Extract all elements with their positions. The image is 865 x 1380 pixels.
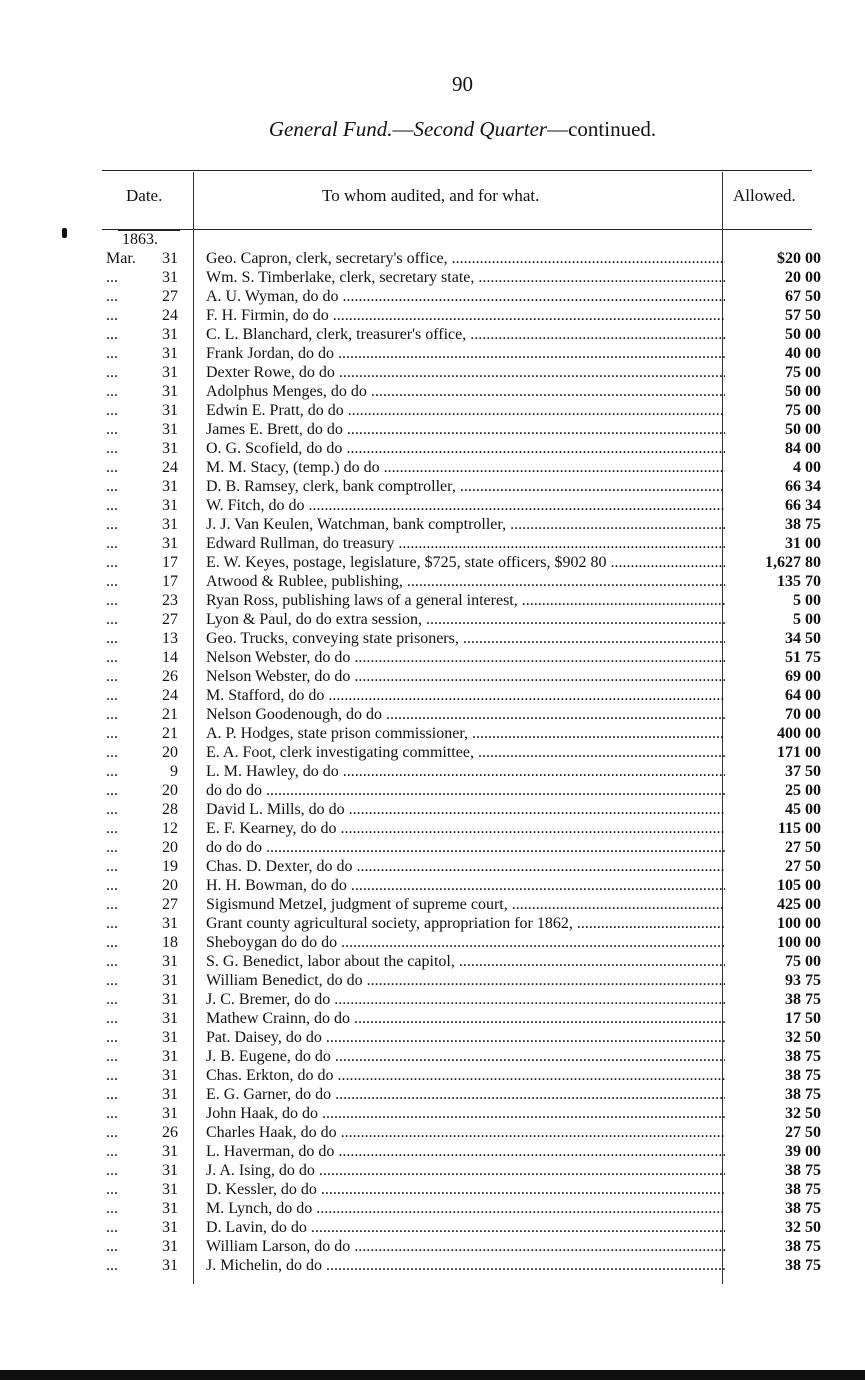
row-month: ...	[106, 820, 118, 837]
row-amount: 400 00	[777, 725, 821, 742]
row-description: M. M. Stacy, (temp.) do do .....	[206, 458, 725, 477]
row-description: S. G. Benedict, labor about the capitol, .....	[206, 952, 725, 971]
row-amount: 31 00	[785, 535, 821, 552]
row-description: David L. Mills, do do .....	[206, 800, 725, 819]
row-month: ...	[106, 915, 118, 932]
row-amount: 5 00	[793, 592, 821, 609]
row-description: J. Michelin, do do .....	[206, 1256, 725, 1275]
row-amount: 17 50	[785, 1010, 821, 1027]
row-month: ...	[106, 1181, 118, 1198]
table-row	[100, 1009, 830, 1028]
row-month: ...	[106, 782, 118, 799]
row-month: ...	[106, 1086, 118, 1103]
row-amount: 45 00	[785, 801, 821, 818]
row-amount: 27 50	[785, 839, 821, 856]
row-month: ...	[106, 402, 118, 419]
row-amount: 66 34	[785, 497, 821, 514]
row-amount: 32 50	[785, 1029, 821, 1046]
row-day: 20	[162, 877, 178, 894]
table-row	[100, 743, 830, 762]
row-amount: 38 75	[785, 1067, 821, 1084]
row-amount: 69 00	[785, 668, 821, 685]
row-month: ...	[106, 307, 118, 324]
row-amount: 57 50	[785, 307, 821, 324]
table-row	[100, 496, 830, 515]
row-amount: 38 75	[785, 1086, 821, 1103]
table-row	[100, 439, 830, 458]
table-row	[100, 325, 830, 344]
row-amount: 38 75	[785, 516, 821, 533]
row-amount: 50 00	[785, 383, 821, 400]
row-month: ...	[106, 630, 118, 647]
row-description: Chas. Erkton, do do .....	[206, 1066, 725, 1085]
row-description: J. B. Eugene, do do .....	[206, 1047, 725, 1066]
row-description: D. Lavin, do do .....	[206, 1218, 725, 1237]
row-description: A. P. Hodges, state prison commissioner, .....	[206, 724, 725, 743]
row-description: Chas. D. Dexter, do do .....	[206, 857, 725, 876]
row-month: ...	[106, 1143, 118, 1160]
row-month: ...	[106, 535, 118, 552]
row-day: 31	[162, 421, 178, 438]
row-amount: 32 50	[785, 1219, 821, 1236]
row-month: ...	[106, 1105, 118, 1122]
row-day: 24	[162, 687, 178, 704]
row-day: 31	[162, 1029, 178, 1046]
row-day: 9	[170, 763, 178, 780]
table-row	[100, 1028, 830, 1047]
row-description: E. W. Keyes, postage, legislature, $725, state officers, $902 80 .....	[206, 553, 725, 572]
row-month: ...	[106, 478, 118, 495]
page-title	[0, 117, 865, 142]
row-description: John Haak, do do .....	[206, 1104, 725, 1123]
row-month: ...	[106, 1010, 118, 1027]
row-amount: 27 50	[785, 1124, 821, 1141]
row-day: 31	[162, 535, 178, 552]
row-day: 31	[162, 1181, 178, 1198]
table-row	[100, 1104, 830, 1123]
row-month: ...	[106, 364, 118, 381]
row-month: ...	[106, 934, 118, 951]
row-day: 14	[162, 649, 178, 666]
row-day: 31	[162, 972, 178, 989]
row-amount: 20 00	[785, 269, 821, 286]
page-number: 90	[452, 72, 473, 96]
table-row	[100, 572, 830, 591]
row-month: ...	[106, 1124, 118, 1141]
row-day: 31	[162, 326, 178, 343]
table-row	[100, 458, 830, 477]
row-month: ...	[106, 421, 118, 438]
row-month: Mar.	[106, 250, 136, 267]
row-description: Lyon & Paul, do do extra session, .....	[206, 610, 725, 629]
row-amount: 50 00	[785, 421, 821, 438]
title-part-continued: continued.	[568, 117, 657, 141]
row-amount: 75 00	[785, 364, 821, 381]
row-month: ...	[106, 1238, 118, 1255]
title-part-second-quarter: Second Quarter	[413, 117, 548, 141]
row-description: Ryan Ross, publishing laws of a general interest, .....	[206, 591, 725, 610]
row-description: E. F. Kearney, do do .....	[206, 819, 725, 838]
row-day: 31	[162, 1048, 178, 1065]
row-month: ...	[106, 611, 118, 628]
row-month: ...	[106, 687, 118, 704]
row-day: 31	[162, 1143, 178, 1160]
row-description: Pat. Daisey, do do .....	[206, 1028, 725, 1047]
row-amount: 38 75	[785, 1238, 821, 1255]
row-month: ...	[106, 573, 118, 590]
row-day: 17	[162, 573, 178, 590]
table-row	[100, 363, 830, 382]
row-description: Nelson Webster, do do .....	[206, 667, 725, 686]
table-row	[100, 990, 830, 1009]
row-amount: 38 75	[785, 1200, 821, 1217]
row-amount: 93 75	[785, 972, 821, 989]
row-day: 31	[162, 478, 178, 495]
table-row	[100, 401, 830, 420]
row-day: 20	[162, 744, 178, 761]
table-row	[100, 1256, 830, 1275]
row-amount: 1,627 80	[765, 554, 821, 571]
header-date: Date.	[126, 186, 163, 205]
row-description: do do do .....	[206, 781, 725, 800]
row-day: 31	[162, 1219, 178, 1236]
table-row	[100, 895, 830, 914]
row-day: 31	[162, 953, 178, 970]
row-day: 31	[162, 1067, 178, 1084]
row-amount: 5 00	[793, 611, 821, 628]
row-amount: 51 75	[785, 649, 821, 666]
table-row	[100, 705, 830, 724]
table-row	[100, 648, 830, 667]
row-amount: 34 50	[785, 630, 821, 647]
row-amount: 38 75	[785, 1181, 821, 1198]
row-day: 31	[162, 516, 178, 533]
title-separator: —	[392, 117, 414, 141]
row-description: Geo. Capron, clerk, secretary's office, .....	[206, 249, 725, 268]
table-row	[100, 914, 830, 933]
row-description: Geo. Trucks, conveying state prisoners, .....	[206, 629, 725, 648]
table-row	[100, 629, 830, 648]
row-month: ...	[106, 706, 118, 723]
table-row	[100, 857, 830, 876]
table-row	[100, 306, 830, 325]
table-row	[100, 1085, 830, 1104]
table-row	[100, 971, 830, 990]
row-description: Dexter Rowe, do do .....	[206, 363, 725, 382]
row-day: 31	[162, 1238, 178, 1255]
table-row	[100, 1218, 830, 1237]
row-amount: 75 00	[785, 953, 821, 970]
row-month: ...	[106, 440, 118, 457]
row-day: 20	[162, 839, 178, 856]
table-row	[100, 1161, 830, 1180]
row-month: ...	[106, 858, 118, 875]
table-row	[100, 591, 830, 610]
row-description: Mathew Crainn, do do .....	[206, 1009, 725, 1028]
row-month: ...	[106, 383, 118, 400]
title-separator: —	[547, 117, 569, 141]
row-description: L. Haverman, do do .....	[206, 1142, 725, 1161]
table-row	[100, 667, 830, 686]
table-row	[100, 876, 830, 895]
row-day: 24	[162, 459, 178, 476]
row-description: D. B. Ramsey, clerk, bank comptroller, .....	[206, 477, 725, 496]
table-row	[100, 477, 830, 496]
table-row	[100, 249, 830, 268]
row-description: C. L. Blanchard, clerk, treasurer's office, .....	[206, 325, 725, 344]
row-description: E. A. Foot, clerk investigating committee, .....	[206, 743, 725, 762]
row-month: ...	[106, 972, 118, 989]
table-row	[100, 1142, 830, 1161]
row-amount: 39 00	[785, 1143, 821, 1160]
row-day: 31	[162, 440, 178, 457]
row-month: ...	[106, 269, 118, 286]
row-amount: 40 00	[785, 345, 821, 362]
row-description: M. Stafford, do do .....	[206, 686, 725, 705]
row-month: ...	[106, 1048, 118, 1065]
table-row	[100, 1199, 830, 1218]
row-description: Sheboygan do do do .....	[206, 933, 725, 952]
scan-bottom-edge	[0, 1370, 865, 1380]
row-amount: 4 00	[793, 459, 821, 476]
row-description: O. G. Scofield, do do .....	[206, 439, 725, 458]
row-day: 31	[162, 402, 178, 419]
row-month: ...	[106, 725, 118, 742]
row-month: ...	[106, 288, 118, 305]
row-day: 13	[162, 630, 178, 647]
row-description: Adolphus Menges, do do .....	[206, 382, 725, 401]
table-row	[100, 1123, 830, 1142]
table-row	[100, 287, 830, 306]
row-day: 31	[162, 1010, 178, 1027]
row-amount: 38 75	[785, 1257, 821, 1274]
row-description: Atwood & Rublee, publishing, .....	[206, 572, 725, 591]
table-row	[100, 1180, 830, 1199]
top-rule	[102, 170, 812, 171]
row-month: ...	[106, 839, 118, 856]
table-row	[100, 1066, 830, 1085]
row-description: Nelson Webster, do do .....	[206, 648, 725, 667]
row-day: 31	[162, 497, 178, 514]
row-day: 12	[162, 820, 178, 837]
row-description: Nelson Goodenough, do do .....	[206, 705, 725, 724]
row-description: Sigismund Metzel, judgment of supreme court, .....	[206, 895, 725, 914]
row-description: Frank Jordan, do do .....	[206, 344, 725, 363]
table-row	[100, 344, 830, 363]
title-part-general-fund: General Fund.	[268, 117, 393, 141]
header-bottom-rule	[102, 229, 812, 230]
row-month: ...	[106, 668, 118, 685]
row-description: Edward Rullman, do treasury .....	[206, 534, 725, 553]
row-description: J. A. Ising, do do .....	[206, 1161, 725, 1180]
row-amount: $20 00	[777, 250, 821, 267]
table-row	[100, 268, 830, 287]
row-day: 28	[162, 801, 178, 818]
table-row	[100, 838, 830, 857]
row-month: ...	[106, 1029, 118, 1046]
row-month: ...	[106, 1200, 118, 1217]
row-amount: 50 00	[785, 326, 821, 343]
row-day: 21	[162, 725, 178, 742]
row-month: ...	[106, 345, 118, 362]
row-month: ...	[106, 991, 118, 1008]
row-amount: 171 00	[777, 744, 821, 761]
row-amount: 38 75	[785, 1048, 821, 1065]
row-month: ...	[106, 1162, 118, 1179]
table-row	[100, 534, 830, 553]
row-day: 31	[162, 1086, 178, 1103]
row-description: W. Fitch, do do .....	[206, 496, 725, 515]
row-day: 26	[162, 668, 178, 685]
table-row	[100, 420, 830, 439]
row-amount: 67 50	[785, 288, 821, 305]
row-day: 31	[162, 269, 178, 286]
row-description: F. H. Firmin, do do .....	[206, 306, 725, 325]
row-day: 26	[162, 1124, 178, 1141]
row-month: ...	[106, 1257, 118, 1274]
row-day: 20	[162, 782, 178, 799]
row-amount: 70 00	[785, 706, 821, 723]
row-description: Edwin E. Pratt, do do .....	[206, 401, 725, 420]
row-amount: 38 75	[785, 991, 821, 1008]
row-day: 31	[162, 1162, 178, 1179]
year-label: 1863.	[122, 231, 158, 248]
row-description: L. M. Hawley, do do .....	[206, 762, 725, 781]
row-amount: 38 75	[785, 1162, 821, 1179]
row-month: ...	[106, 649, 118, 666]
row-day: 21	[162, 706, 178, 723]
row-month: ...	[106, 953, 118, 970]
table-row	[100, 724, 830, 743]
table-row	[100, 1047, 830, 1066]
table-row	[100, 686, 830, 705]
row-amount: 135 70	[777, 573, 821, 590]
row-amount: 100 00	[777, 915, 821, 932]
row-month: ...	[106, 801, 118, 818]
table-row	[100, 553, 830, 572]
row-description: H. H. Bowman, do do .....	[206, 876, 725, 895]
row-amount: 425 00	[777, 896, 821, 913]
row-description: J. J. Van Keulen, Watchman, bank comptroller, .....	[206, 515, 725, 534]
row-month: ...	[106, 877, 118, 894]
row-day: 18	[162, 934, 178, 951]
row-month: ...	[106, 326, 118, 343]
row-amount: 37 50	[785, 763, 821, 780]
row-month: ...	[106, 516, 118, 533]
row-description: D. Kessler, do do .....	[206, 1180, 725, 1199]
table-row	[100, 382, 830, 401]
row-month: ...	[106, 763, 118, 780]
row-description: J. C. Bremer, do do .....	[206, 990, 725, 1009]
row-description: William Larson, do do .....	[206, 1237, 725, 1256]
row-month: ...	[106, 744, 118, 761]
row-description: James E. Brett, do do .....	[206, 420, 725, 439]
row-month: ...	[106, 497, 118, 514]
row-day: 17	[162, 554, 178, 571]
row-amount: 75 00	[785, 402, 821, 419]
row-amount: 64 00	[785, 687, 821, 704]
row-day: 31	[162, 383, 178, 400]
row-day: 31	[162, 364, 178, 381]
row-day: 23	[162, 592, 178, 609]
header-description: To whom audited, and for what.	[322, 186, 540, 205]
row-description: Charles Haak, do do .....	[206, 1123, 725, 1142]
table-row	[100, 781, 830, 800]
row-day: 19	[162, 858, 178, 875]
row-description: William Benedict, do do .....	[206, 971, 725, 990]
row-amount: 100 00	[777, 934, 821, 951]
row-month: ...	[106, 554, 118, 571]
row-description: do do do .....	[206, 838, 725, 857]
table-row	[100, 515, 830, 534]
row-amount: 115 00	[777, 820, 821, 837]
row-month: ...	[106, 1219, 118, 1236]
table-row	[100, 610, 830, 629]
row-month: ...	[106, 459, 118, 476]
row-day: 24	[162, 307, 178, 324]
row-day: 31	[162, 1257, 178, 1274]
row-amount: 25 00	[785, 782, 821, 799]
row-month: ...	[106, 1067, 118, 1084]
row-day: 27	[162, 611, 178, 628]
table-row	[100, 1237, 830, 1256]
header-allowed: Allowed.	[733, 186, 796, 205]
row-day: 31	[162, 915, 178, 932]
row-day: 27	[162, 896, 178, 913]
row-description: E. G. Garner, do do .....	[206, 1085, 725, 1104]
table-row	[100, 800, 830, 819]
row-description: A. U. Wyman, do do .....	[206, 287, 725, 306]
table-row	[100, 933, 830, 952]
row-day: 31	[162, 1105, 178, 1122]
row-month: ...	[106, 896, 118, 913]
table-row	[100, 762, 830, 781]
row-amount: 27 50	[785, 858, 821, 875]
row-day: 31	[162, 991, 178, 1008]
row-description: Grant county agricultural society, appropriation for 1862, .....	[206, 914, 725, 933]
row-description: Wm. S. Timberlake, clerk, secretary state, .....	[206, 268, 725, 287]
row-day: 31	[162, 345, 178, 362]
row-description: M. Lynch, do do .....	[206, 1199, 725, 1218]
table-row	[100, 952, 830, 971]
row-month: ...	[106, 592, 118, 609]
row-amount: 32 50	[785, 1105, 821, 1122]
margin-ink-mark	[62, 228, 67, 238]
row-day: 31	[162, 250, 178, 267]
table-row	[100, 819, 830, 838]
row-day: 31	[162, 1200, 178, 1217]
row-amount: 66 34	[785, 478, 821, 495]
ledger-rows	[100, 249, 830, 1275]
row-day: 27	[162, 288, 178, 305]
row-amount: 105 00	[777, 877, 821, 894]
row-amount: 84 00	[785, 440, 821, 457]
